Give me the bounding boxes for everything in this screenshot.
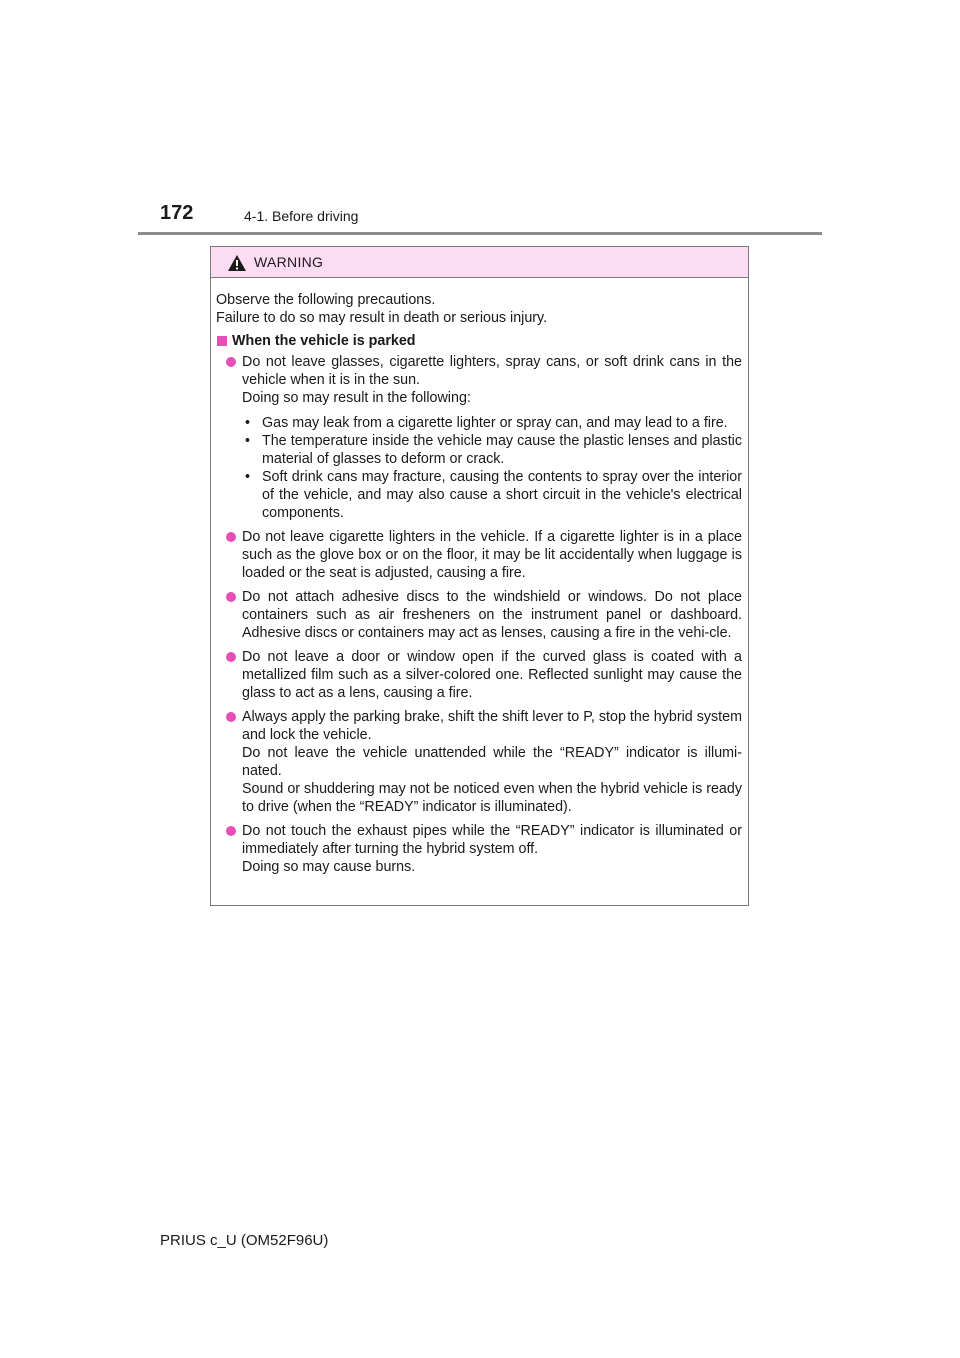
page-header (160, 202, 822, 232)
list-item (216, 528, 742, 582)
item-paragraph: Do not leave the vehicle unattended while the “READY” indicator is illumi-nated. (242, 745, 742, 779)
sub-list-item (242, 432, 742, 468)
warning-body (211, 278, 748, 876)
item-paragraph: Do not leave a door or window open if the curved glass is coated with a metallized film such as a silver-colored one. Reflected sunlight may cause the glass to act as a lens, causing a fire. (242, 649, 742, 701)
sub-item-text: Gas may leak from a cigarette lighter or spray can, and may lead to a fire. (262, 415, 728, 431)
warning-title: WARNING (254, 254, 324, 270)
circle-bullet-icon (226, 712, 236, 722)
item-paragraph: Do not leave glasses, cigarette lighters, spray cans, or soft drink cans in the vehicle when it is in the sun. (242, 354, 742, 388)
subheading-text: When the vehicle is parked (232, 333, 416, 349)
warning-box (210, 246, 749, 906)
item-paragraph: Always apply the parking brake, shift the shift lever to P, stop the hybrid system and lock the vehicle. (242, 709, 742, 743)
bullet-icon: • (245, 469, 251, 485)
section-title: 4-1. Before driving (244, 208, 359, 224)
item-paragraph: Do not touch the exhaust pipes while the “READY” indicator is illuminated or immediately after turning the hybrid system off. (242, 823, 742, 857)
sub-list (242, 414, 742, 522)
item-paragraph: Do not leave cigarette lighters in the vehicle. If a cigarette lighter is in a place such as the glove box or on the floor, it may be lit accidentally when luggage is loaded or the seat is adjusted, causing a fire. (242, 529, 742, 581)
square-bullet-icon (217, 336, 227, 346)
intro-line: Observe the following precautions. (216, 292, 436, 308)
item-paragraph: Sound or shuddering may not be noticed even when the hybrid vehicle is ready to drive (when the “READY” indicator is illuminated). (242, 781, 742, 815)
bullet-icon: • (245, 433, 251, 449)
header-rule (138, 232, 822, 235)
circle-bullet-icon (226, 652, 236, 662)
footer-model: PRIUS c_U (OM52F96U) (160, 1232, 329, 1249)
item-paragraph: Do not attach adhesive discs to the windshield or windows. Do not place containers such as air fresheners on the instrument panel or dashboard. Adhesive discs or containers may act as lenses, causing a fire in the vehi-cle. (242, 589, 742, 641)
circle-bullet-icon (226, 826, 236, 836)
item-paragraph: Doing so may result in the following: (242, 390, 471, 406)
sub-item-text: Soft drink cans may fracture, causing the contents to spray over the interior of the vehicle, and may also cause a short circuit in the vehicle's electrical components. (262, 469, 742, 521)
list-item (216, 708, 742, 816)
circle-bullet-icon (226, 592, 236, 602)
sub-item-text: The temperature inside the vehicle may cause the plastic lenses and plastic material of glasses to deform or crack. (262, 433, 742, 467)
sub-list-item (242, 468, 742, 522)
circle-bullet-icon (226, 357, 236, 367)
sub-list-item (242, 414, 742, 432)
list-item (216, 822, 742, 876)
intro-line: Failure to do so may result in death or serious injury. (216, 310, 548, 326)
warning-list (216, 353, 742, 876)
list-item (216, 588, 742, 642)
bullet-icon: • (245, 415, 251, 431)
circle-bullet-icon (226, 532, 236, 542)
page-number: 172 (160, 202, 194, 224)
warning-header (211, 247, 748, 278)
subheading (216, 332, 742, 350)
list-item (216, 648, 742, 702)
warning-triangle-icon (227, 254, 247, 272)
item-paragraph: Doing so may cause burns. (242, 859, 416, 875)
list-item (216, 353, 742, 522)
